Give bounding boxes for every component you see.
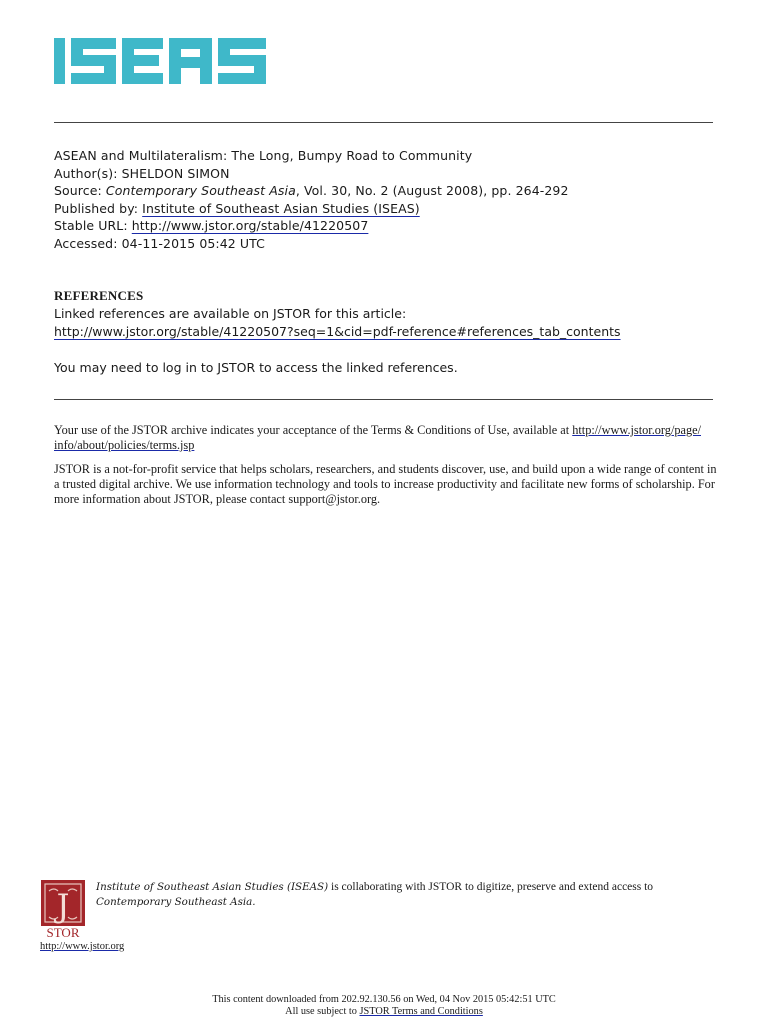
- middle-divider: [54, 399, 713, 400]
- references-intro: Linked references are available on JSTOR for this article:: [54, 306, 407, 321]
- terms-link-part1[interactable]: http://www.jstor.org/page/: [572, 423, 701, 437]
- iseas-logo: [54, 38, 266, 84]
- publisher-link[interactable]: Institute of Southeast Asian Studies (ISEAS): [142, 200, 420, 216]
- page-footer: [0, 994, 768, 1018]
- article-metadata: [54, 147, 714, 252]
- download-notice: This content downloaded from 202.92.130.56 on Wed, 04 Nov 2015 05:42:51 UTC: [212, 994, 556, 1005]
- article-publisher: Published by: Institute of Southeast Asian Studies (ISEAS): [54, 200, 420, 216]
- article-stable-url: Stable URL: http://www.jstor.org/stable/41220507: [54, 218, 369, 233]
- jstor-logo-letter: J: [56, 887, 70, 925]
- login-note: You may need to log in to JSTOR to access the linked references.: [54, 360, 458, 375]
- article-source: Source: Contemporary Southeast Asia, Vol. 30, No. 2 (August 2008), pp. 264-292: [54, 183, 569, 198]
- terms-link-part2[interactable]: info/about/policies/terms.jsp: [54, 438, 195, 452]
- source-journal: Contemporary Southeast Asia: [105, 183, 296, 198]
- jstor-logo: [40, 879, 86, 939]
- stable-url-link[interactable]: http://www.jstor.org/stable/41220507: [131, 218, 369, 233]
- jstor-home-link[interactable]: http://www.jstor.org: [40, 941, 125, 952]
- collaboration-note: Institute of Southeast Asian Studies (ISEAS) is collaborating with JSTOR to digitize, preserve and extend access to Contemporary Southeast Asia.: [96, 881, 654, 908]
- references-link[interactable]: http://www.jstor.org/stable/41220507?seq=1&cid=pdf-reference#references_tab_contents: [54, 324, 621, 339]
- top-divider: [54, 122, 713, 123]
- jstor-logo-text: STOR: [46, 925, 80, 939]
- terms-text: Your use of the JSTOR archive indicates your acceptance of the Terms & Conditions of Use, available at http://www.jstor.org/page/ info/about/policies/terms.jsp: [54, 423, 701, 452]
- footer-terms-link[interactable]: JSTOR Terms and Conditions: [359, 1006, 483, 1017]
- article-author: Author(s): SHELDON SIMON: [54, 165, 230, 181]
- jstor-about: JSTOR is a not-for-profit service that helps scholars, researchers, and students discover, use, and build upon a wide range of content in a trusted digital archive. We use information technology and tools to increase productivity and facilitate new forms of scholarship. For more information about JSTOR, please contact support@jstor.org.: [54, 462, 717, 506]
- terms-notice: All use subject to JSTOR Terms and Conditions: [285, 1006, 483, 1017]
- references-section: [54, 287, 714, 377]
- collab-publisher: Institute of Southeast Asian Studies (ISEAS): [96, 881, 329, 893]
- article-title: ASEAN and Multilateralism: The Long, Bumpy Road to Community: [54, 148, 473, 163]
- collab-journal: Contemporary Southeast Asia.: [96, 896, 256, 908]
- references-heading: REFERENCES: [54, 288, 144, 303]
- terms-section: [54, 423, 720, 516]
- article-accessed: Accessed: 04-11-2015 05:42 UTC: [54, 235, 265, 251]
